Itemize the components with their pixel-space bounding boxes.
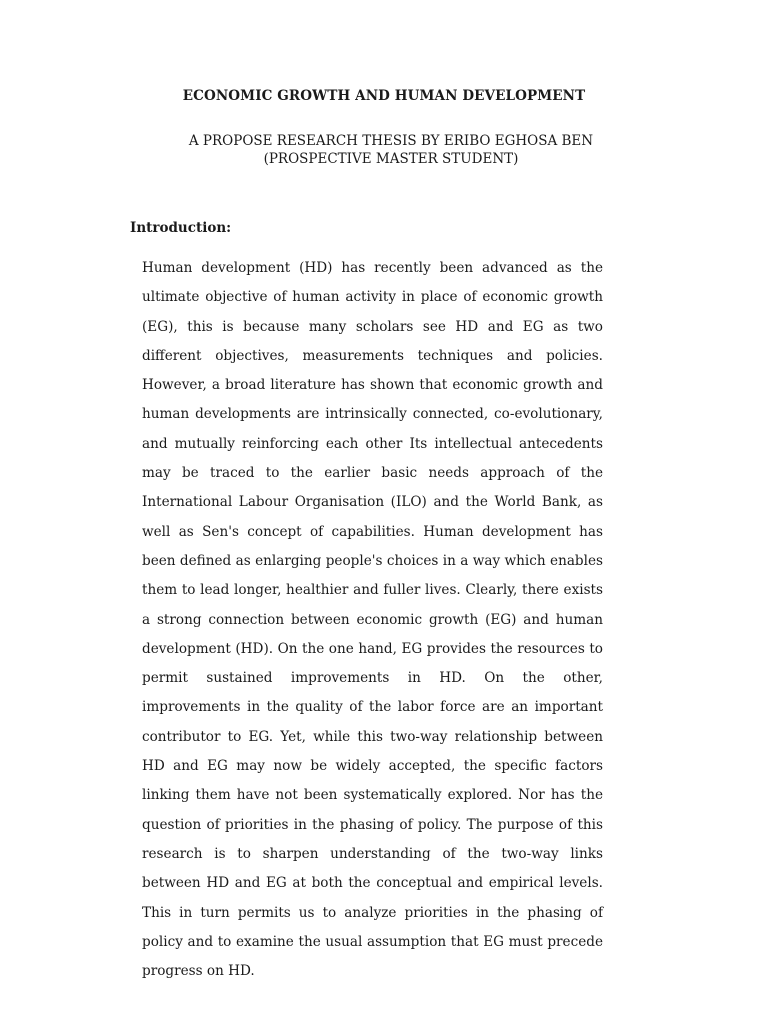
introduction-paragraph: Human development (HD) has recently been advanced as the ultimate objective of human activity in place of economic growth (EG), this is because many scholars see HD and EG as two different objectives, measurements techniques and policies. However, a broad literature has shown that economic growth and human developments are intrinsically connected, co-evolutionary, and mutually reinforcing each other Its intellectual antecedents may be traced to the earlier basic needs approach of the International Labour Organisation (ILO) and the World Bank, as well as Sen's concept of capabilities. Human development has been defined as enlarging people's choices in a way which enables them to lead longer, healthier and fuller lives. Clearly, there exists a strong connection between economic growth (EG) and human development (HD). On the one hand, EG provides the resources to permit sustained improvements in HD. On the other, improvements in the quality of the labor force are an important contributor to EG. Yet, while this two-way relationship between HD and EG may now be widely accepted, the specific factors linking them have not been systematically explored. Nor has the question of priorities in the phasing of policy. The purpose of this research is to sharpen understanding of the two-way links between HD and EG at both the conceptual and empirical levels. This in turn permits us to analyze priorities in the phasing of policy and to examine the usual assumption that EG must precede progress on HD. xyxy=(142,260,603,980)
document-title: ECONOMIC GROWTH AND HUMAN DEVELOPMENT xyxy=(182,88,586,104)
document-subtitle-role: (PROSPECTIVE MASTER STUDENT) xyxy=(263,151,519,167)
document-subtitle-author: A PROPOSE RESEARCH THESIS BY ERIBO EGHOSA BEN xyxy=(188,133,594,149)
section-heading-introduction: Introduction: xyxy=(130,220,232,236)
